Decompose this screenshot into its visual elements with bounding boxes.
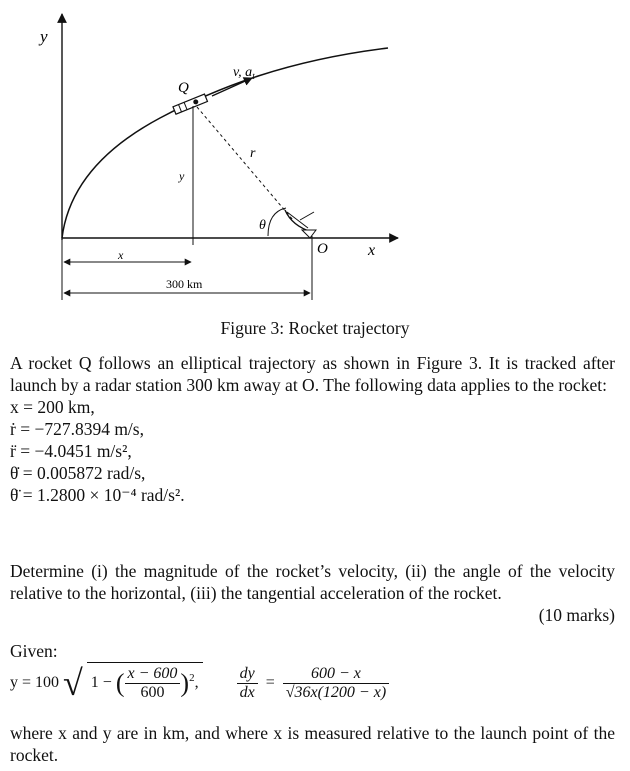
equals-sign: = xyxy=(265,674,275,691)
given-equations xyxy=(10,662,620,722)
fraction-2: $\frac{600 - x}{√36x(1200 - x)}$ xyxy=(283,665,389,702)
distance-label: 300 km xyxy=(166,277,203,291)
intro-text: A rocket Q follows an elliptical trajectory as shown in Figure 3. It is tracked after launch by a radar station 300 km away at O. The following data applies to the rocket: xyxy=(10,353,615,395)
y-lhs: y = 100 xyxy=(10,674,60,691)
note-paragraph: where x and y are in km, and where x is measured relative to the launch point of the rocket. xyxy=(10,723,615,765)
origin-label: O xyxy=(317,241,328,257)
given-label: Given: xyxy=(10,641,58,661)
x-axis-label: x xyxy=(368,242,376,259)
trajectory-curve xyxy=(62,48,388,238)
fraction-1: $\frac{x - 600}{600}$ xyxy=(125,665,181,702)
radar-dish-icon xyxy=(285,210,316,238)
rocket-label: Q xyxy=(178,80,189,96)
data-line-x: x = 200 km, xyxy=(10,397,95,417)
range-label: r xyxy=(250,146,256,161)
inner-one: 1 − xyxy=(90,674,112,692)
sqrt-body: 1 − ( $\frac{x - 600}{600}$ )$^2$, xyxy=(87,662,203,704)
range-line xyxy=(197,107,293,220)
data-line-rdot: ṙ = −727.8394 m/s, xyxy=(10,419,144,439)
sqrt-symbol: √ xyxy=(63,663,83,703)
question-paragraph xyxy=(10,560,615,626)
y-axis-label: y xyxy=(40,27,48,46)
figure-caption: Figure 3: Rocket trajectory xyxy=(220,318,410,338)
data-line-thetaddot: θ̈ = 1.2800 × 10⁻⁴ rad/s². xyxy=(10,485,185,505)
angle-label: θ xyxy=(259,218,266,233)
velocity-label: v, $a_t$ xyxy=(233,65,255,81)
question-text: Determine (i) the magnitude of the rocket’s velocity, (ii) the angle of the velocity relative to the horizontal, (iii) the tangential acceleration of the rocket. xyxy=(10,561,615,603)
height-label: y xyxy=(179,169,185,183)
data-line-rddot: r̈ = −4.0451 m/s², xyxy=(10,441,132,461)
angle-arc xyxy=(268,208,286,236)
derivative-fraction: $\frac{dy}{dx}$ xyxy=(237,665,258,702)
velocity-arrow xyxy=(212,78,252,96)
intro-paragraph xyxy=(10,352,615,506)
data-line-thetadot: θ̇ = 0.005872 rad/s, xyxy=(10,463,146,483)
rocket-icon xyxy=(173,94,208,114)
rocket-trajectory-figure xyxy=(0,0,630,310)
x-dimension-label: x xyxy=(118,248,124,262)
power-label: 2 xyxy=(189,671,195,684)
marks-label: (10 marks) xyxy=(538,605,615,625)
